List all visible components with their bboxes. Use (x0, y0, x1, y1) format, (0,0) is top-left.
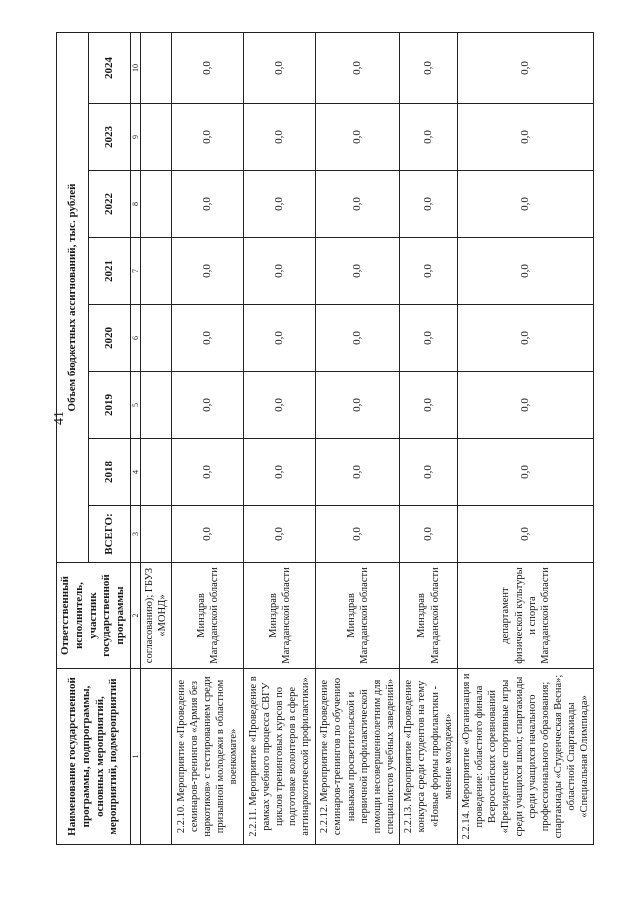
column-number: 8 (131, 171, 141, 238)
row-value: 0,0 (400, 439, 458, 506)
row-value: 0,0 (316, 372, 400, 439)
row-name: 2.2.12. Мероприятие «Проведение семинаров-тренингов по обучению навыкам просветительской и первичной профилактической помощи несовершеннолетним для специалистов учебных заведений» (316, 669, 400, 845)
row-value: 0,0 (172, 104, 244, 171)
column-number-row (131, 32, 141, 844)
rotated-page (56, 33, 591, 845)
row-value: 0,0 (244, 439, 316, 506)
row-value: 0,0 (244, 171, 316, 238)
row-value: 0,0 (458, 171, 594, 238)
table-row (172, 32, 244, 844)
row-value: 0,0 (458, 32, 594, 103)
empty-cell (141, 32, 172, 103)
row-value: 0,0 (400, 305, 458, 372)
row-exec: департамент физической культуры и спорта Магаданской области (458, 563, 594, 669)
column-number: 9 (131, 104, 141, 171)
column-number: 4 (131, 439, 141, 506)
row-exec: Минздрав Магаданской области (400, 563, 458, 669)
empty-cell (141, 305, 172, 372)
row-exec: Минздрав Магаданской области (172, 563, 244, 669)
continuation-name (141, 669, 172, 845)
row-value: 0,0 (244, 32, 316, 103)
row-value: 0,0 (172, 305, 244, 372)
empty-cell (141, 238, 172, 305)
empty-cell (141, 171, 172, 238)
row-value: 0,0 (458, 506, 594, 563)
row-value: 0,0 (316, 238, 400, 305)
row-name: 2.2.13. Мероприятие «Проведение конкурса среди студентов на тему «Новые формы профилактики - мнение молодежи» (400, 669, 458, 845)
header-year: 2024 (89, 32, 131, 103)
header-name: Наименование государственной программы, подпрограммы, основных мероприятий, мероприятий, подмероприятий (57, 669, 131, 845)
header-exec: Ответственный исполнитель, участник государственной программы (57, 563, 131, 669)
row-value: 0,0 (316, 104, 400, 171)
header-total: ВСЕГО: (89, 506, 131, 563)
row-value: 0,0 (172, 171, 244, 238)
row-value: 0,0 (400, 32, 458, 103)
row-value: 0,0 (244, 104, 316, 171)
column-number: 2 (131, 563, 141, 669)
row-value: 0,0 (172, 238, 244, 305)
row-value: 0,0 (316, 32, 400, 103)
row-value: 0,0 (244, 238, 316, 305)
row-value: 0,0 (400, 238, 458, 305)
empty-cell (141, 104, 172, 171)
row-value: 0,0 (316, 506, 400, 563)
row-value: 0,0 (172, 506, 244, 563)
row-value: 0,0 (244, 372, 316, 439)
header-budget: Объем бюджетных ассигнований, тыс. рублей (57, 32, 89, 562)
row-value: 0,0 (458, 238, 594, 305)
row-value: 0,0 (244, 506, 316, 563)
row-value: 0,0 (316, 171, 400, 238)
page-number: 41 (52, 411, 67, 425)
row-value: 0,0 (172, 439, 244, 506)
empty-cell (141, 372, 172, 439)
column-number: 3 (131, 506, 141, 563)
header-year: 2018 (89, 439, 131, 506)
table-row (458, 32, 594, 844)
table-row (400, 32, 458, 844)
header-year: 2021 (89, 238, 131, 305)
row-value: 0,0 (316, 439, 400, 506)
header-year: 2020 (89, 305, 131, 372)
row-name: 2.2.14. Мероприятие «Организация и проведение: областного финала Всероссийских соревнований «Президентские спортивные игры среди учащихся школ; спартакиады среди учащихся начального профессионального образования; спартакиады «Студенческая Весна»; областной Спартакиады «Специальная Олимпиада» (458, 669, 594, 845)
header-year: 2022 (89, 171, 131, 238)
table-row (244, 32, 316, 844)
row-value: 0,0 (400, 372, 458, 439)
row-exec: Минздрав Магаданской области (316, 563, 400, 669)
row-value: 0,0 (172, 32, 244, 103)
row-name: 2.2.10. Мероприятие «Проведение семинаров-тренингов «Армия без наркотиков» с тестированием среди призывной молодежи в областном военкомате» (172, 669, 244, 845)
empty-cell (141, 506, 172, 563)
budget-table (56, 32, 594, 845)
row-value: 0,0 (400, 171, 458, 238)
header-year: 2019 (89, 372, 131, 439)
column-number: 10 (131, 32, 141, 103)
column-number: 1 (131, 669, 141, 845)
row-exec: Минздрав Магаданской области (244, 563, 316, 669)
empty-cell (141, 439, 172, 506)
continuation-exec: согласованию); ГБУЗ «МОНД» (141, 563, 172, 669)
row-value: 0,0 (400, 506, 458, 563)
row-value: 0,0 (316, 305, 400, 372)
row-value: 0,0 (458, 104, 594, 171)
row-value: 0,0 (400, 104, 458, 171)
continuation-row (141, 32, 172, 844)
column-number: 5 (131, 372, 141, 439)
row-value: 0,0 (244, 305, 316, 372)
row-value: 0,0 (458, 372, 594, 439)
header-row-1 (57, 32, 89, 844)
header-year: 2023 (89, 104, 131, 171)
column-number: 7 (131, 238, 141, 305)
table-row (316, 32, 400, 844)
row-value: 0,0 (458, 305, 594, 372)
row-value: 0,0 (172, 372, 244, 439)
row-name: 2.2.11. Мероприятие «Проведение в рамках учебного процесса СВГУ циклов тренинговых курсов по подготовке волонтеров в сфере антинаркотической профилактики» (244, 669, 316, 845)
column-number: 6 (131, 305, 141, 372)
row-value: 0,0 (458, 439, 594, 506)
